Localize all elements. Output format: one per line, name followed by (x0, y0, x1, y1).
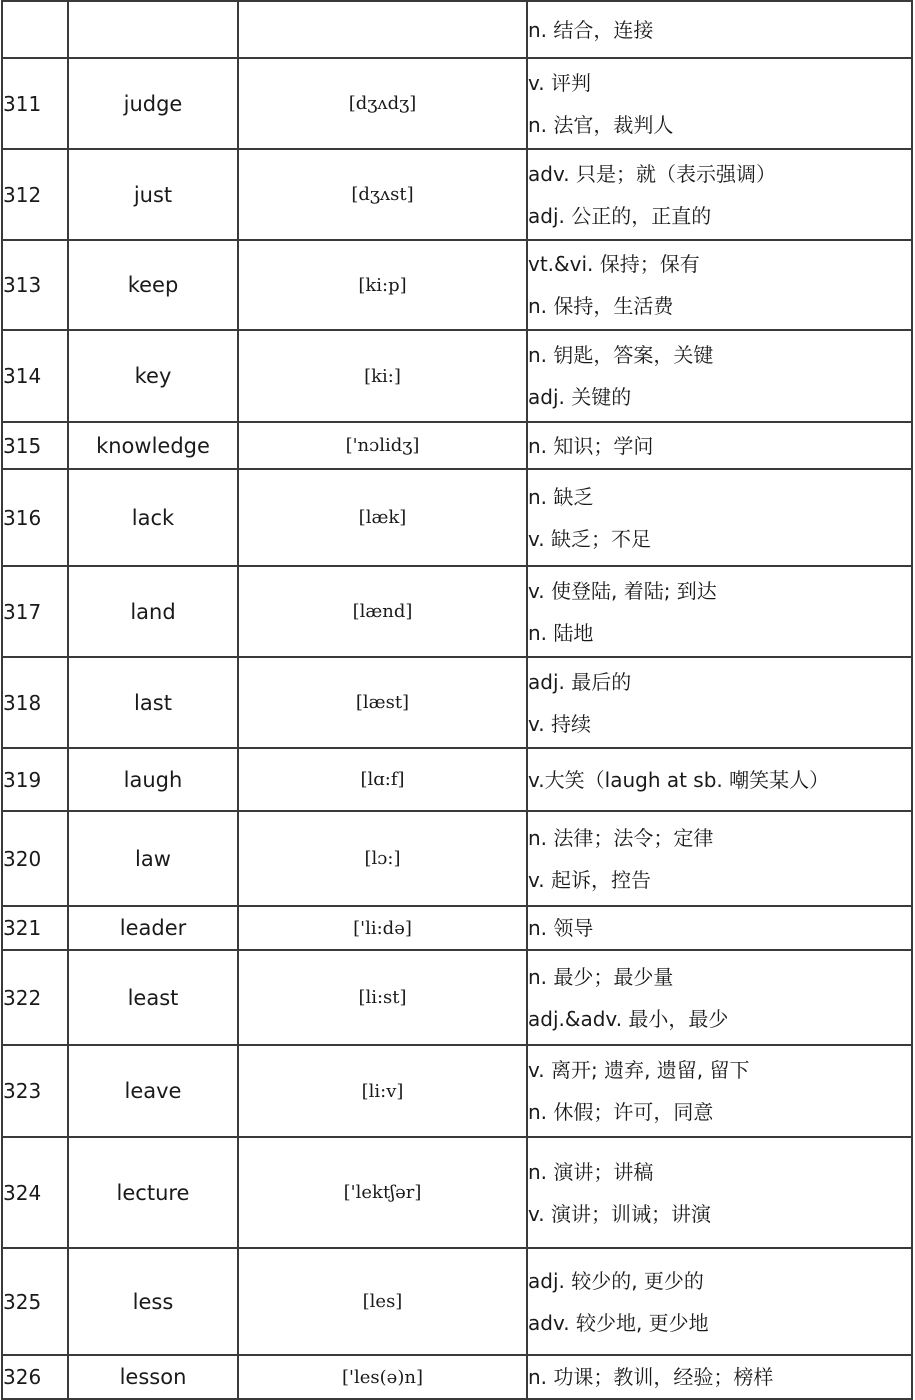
word-number: 322 (2, 950, 68, 1045)
word-number: 324 (2, 1137, 68, 1248)
word: laugh (68, 748, 238, 811)
definition-line: n. 法官，裁判人 (528, 112, 674, 137)
phonetic: ['nɔlidʒ] (238, 422, 527, 469)
table-row (2, 1045, 912, 1137)
phonetic: [dʒʌst] (238, 149, 527, 240)
definitions (527, 1355, 912, 1399)
definition-line: adj. 最后的 (528, 669, 632, 694)
word: judge (68, 58, 238, 149)
table-row (2, 1137, 912, 1248)
definitions (527, 330, 912, 422)
word-number: 318 (2, 657, 68, 748)
table-row (2, 748, 912, 811)
table-row (2, 469, 912, 566)
table-row (2, 1355, 912, 1399)
word-number: 323 (2, 1045, 68, 1137)
word-number: 319 (2, 748, 68, 811)
table-row (2, 240, 912, 330)
definition-line: n. 保持，生活费 (528, 294, 674, 318)
definition-line: n. 陆地 (528, 620, 594, 645)
phonetic: ['lektʃər] (238, 1137, 527, 1248)
word: lack (68, 469, 238, 566)
table-row (2, 58, 912, 149)
definitions (527, 58, 912, 149)
word: less (68, 1248, 238, 1355)
definition-line: v. 评判 (528, 70, 591, 95)
word: last (68, 657, 238, 748)
word: keep (68, 240, 238, 330)
phonetic: [li:v] (238, 1045, 527, 1137)
table-row (2, 149, 912, 240)
definitions (527, 1248, 912, 1355)
definition-line: v. 离开; 遗弃, 遗留, 留下 (528, 1058, 750, 1082)
word: key (68, 330, 238, 422)
definition-line: v. 缺乏；不足 (528, 526, 651, 551)
definitions (527, 1137, 912, 1248)
definition-line: v. 演讲；训诫；讲演 (528, 1201, 711, 1226)
definitions (527, 811, 912, 906)
definitions (527, 748, 912, 811)
word-number: 321 (2, 906, 68, 950)
definitions (527, 950, 912, 1045)
phonetic: [li:st] (238, 950, 527, 1045)
word: land (68, 566, 238, 657)
table-row (2, 1, 912, 58)
word (68, 1, 238, 58)
phonetic: [dʒʌdʒ] (238, 58, 527, 149)
word-number: 313 (2, 240, 68, 330)
word: law (68, 811, 238, 906)
word-number: 320 (2, 811, 68, 906)
word: lecture (68, 1137, 238, 1248)
definitions (527, 566, 912, 657)
definitions (527, 240, 912, 330)
word-number: 311 (2, 58, 68, 149)
definition-line: v.大笑（laugh at sb. 嘲笑某人） (528, 767, 830, 792)
word-number (2, 1, 68, 58)
table-row (2, 566, 912, 657)
definition-line: n. 演讲；讲稿 (528, 1159, 654, 1184)
definition-line: n. 功课；教训，经验；榜样 (528, 1365, 774, 1389)
table-row (2, 422, 912, 469)
phonetic: [læk] (238, 469, 527, 566)
definition-line: adj. 公正的，正直的 (528, 203, 712, 228)
phonetic: [lɔ:] (238, 811, 527, 906)
word-number: 317 (2, 566, 68, 657)
word-number: 326 (2, 1355, 68, 1399)
definitions (527, 657, 912, 748)
word-number: 312 (2, 149, 68, 240)
definition-line: n. 休假；许可，同意 (528, 1100, 714, 1124)
definition-line: v. 持续 (528, 711, 591, 736)
definition-line: v. 使登陆, 着陆; 到达 (528, 578, 717, 603)
definition-line: n. 结合，连接 (528, 17, 654, 42)
word-number: 315 (2, 422, 68, 469)
definitions (527, 1045, 912, 1137)
vocabulary-table (1, 0, 913, 1400)
definition-line: adj.&adv. 最小，最少 (528, 1006, 729, 1031)
definition-line: adv. 只是；就（表示强调） (528, 161, 776, 186)
phonetic: [ki:p] (238, 240, 527, 330)
phonetic: [lænd] (238, 566, 527, 657)
definition-line: n. 钥匙，答案，关键 (528, 343, 714, 367)
word-number: 316 (2, 469, 68, 566)
word: leader (68, 906, 238, 950)
phonetic: ['les(ə)n] (238, 1355, 527, 1399)
table-row (2, 657, 912, 748)
definitions (527, 469, 912, 566)
definition-line: n. 知识；学问 (528, 433, 654, 458)
word: lesson (68, 1355, 238, 1399)
table-row (2, 811, 912, 906)
definitions (527, 1, 912, 58)
definition-line: n. 领导 (528, 916, 594, 940)
definition-line: n. 最少；最少量 (528, 964, 674, 989)
word: least (68, 950, 238, 1045)
word: leave (68, 1045, 238, 1137)
word: knowledge (68, 422, 238, 469)
definition-line: adj. 关键的 (528, 385, 632, 409)
table-row (2, 1248, 912, 1355)
definitions (527, 149, 912, 240)
definition-line: v. 起诉，控告 (528, 867, 651, 892)
definitions (527, 422, 912, 469)
word: just (68, 149, 238, 240)
definition-line: n. 法律；法令；定律 (528, 825, 714, 850)
table-row (2, 330, 912, 422)
table-row (2, 950, 912, 1045)
definition-line: n. 缺乏 (528, 484, 594, 509)
phonetic: ['li:də] (238, 906, 527, 950)
word-number: 325 (2, 1248, 68, 1355)
phonetic (238, 1, 527, 58)
phonetic: [lɑ:f] (238, 748, 527, 811)
definition-line: vt.&vi. 保持；保有 (528, 252, 700, 276)
definition-line: adj. 较少的, 更少的 (528, 1268, 704, 1293)
phonetic: [læst] (238, 657, 527, 748)
definitions (527, 906, 912, 950)
word-number: 314 (2, 330, 68, 422)
definition-line: adv. 较少地, 更少地 (528, 1310, 709, 1335)
phonetic: [les] (238, 1248, 527, 1355)
phonetic: [ki:] (238, 330, 527, 422)
table-row (2, 906, 912, 950)
